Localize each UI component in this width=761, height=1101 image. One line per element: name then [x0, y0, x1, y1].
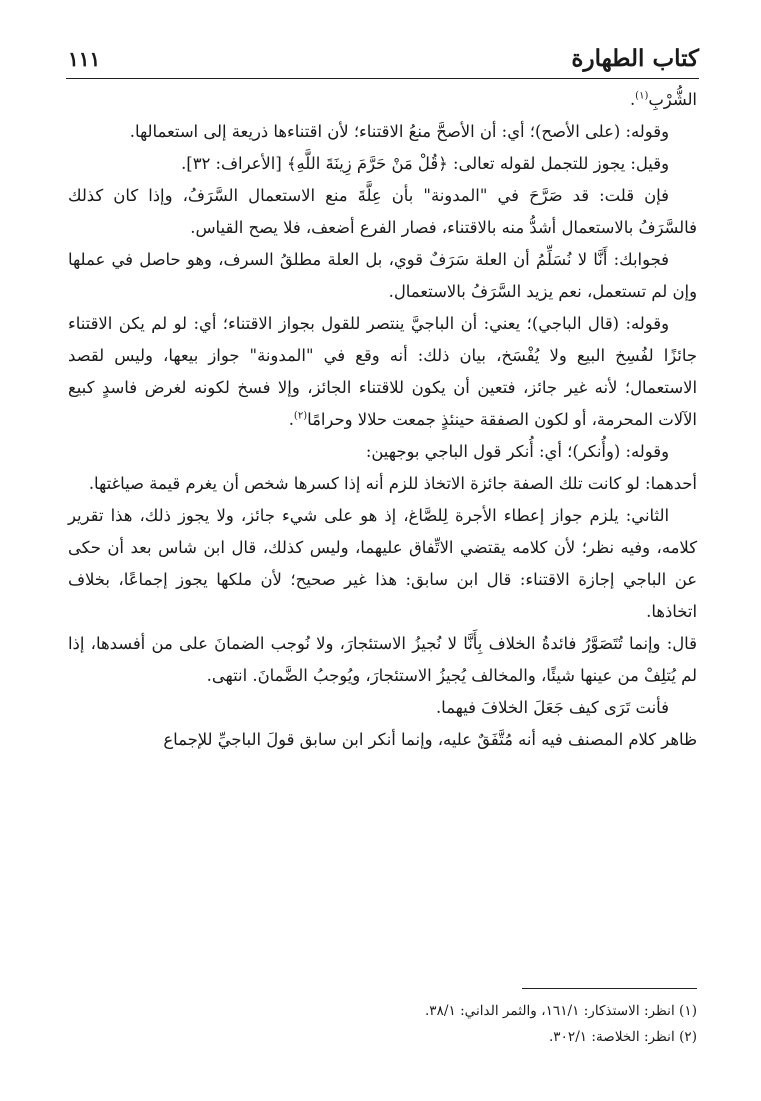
paragraph-10: قال: وإنما تُتَصَوَّرُ فائدةُ الخلاف بِأَنَّا لا نُجيزُ الاستئجارَ، ولا نُوجب الضمانَ على من أفسدها، إذا لم يُتلِفْ من عينها شيئًا، والمخالف يُجيزُ الاستئجارَ، ويُوجبُ الضَّمانَ. انتهى.	[68, 634, 697, 685]
paragraph-3: وقيل: يجوز للتجمل لقوله تعالى: ﴿قُلْ مَنْ حَرَّمَ زِينَةَ اللَّهِ﴾ [الأعراف: ٣٢].	[181, 154, 669, 173]
paragraph-5: فجوابك: أَنَّا لا نُسَلِّمُ أن العلة سَرَفٌ قوي، بل العلة مطلقُ السرف، وهو حاصل في عملها وإن لم تستعمل، نعم يزيد السَّرَفُ بالاستعمال.	[68, 250, 697, 301]
footnote-1: (١) انظر: الاستذكار: ١٦١/١، والثمر الداني: ٣٨/١.	[424, 1003, 697, 1019]
paragraph-text-end: .	[288, 410, 294, 429]
paragraph-9: الثاني: يلزم جواز إعطاء الأجرة لِلصَّاغ، إذ هو على شيء جائز، ولا يجوز ذلك، هذا تقرير كلامه، وفيه نظر؛ لأن كلامه يقتضي الاتِّفاق عليهما، وليس كذلك، قال ابن شاس بعد أن حكى عن الباجي إجازة الاقتناء: قال ابن سابق: هذا غير صحيح؛ لأن ملكها يجوز إجماعًا، بخلاف اتخاذها.	[68, 506, 697, 621]
footnote-2: (٢) انظر: الخلاصة: ٣٠٢/١.	[548, 1029, 697, 1045]
footnote-ref-2[interactable]: (٢)	[293, 410, 308, 422]
page-number: ١١١	[68, 47, 101, 71]
footnote-divider	[522, 988, 697, 989]
paragraph-text: الشُّرْبِ	[648, 90, 697, 109]
main-text	[68, 84, 697, 756]
paragraph-6	[68, 308, 697, 436]
paragraph-12: ظاهر كلام المصنف فيه أنه مُتَّفَقٌ عليه، وإنما أنكر ابن سابق قولَ الباجيِّ للإجماع	[163, 730, 697, 749]
paragraph-2: وقوله: (على الأصح)؛ أي: أن الأصحَّ منعُ الاقتناء؛ لأن اقتناءها ذريعة إلى استعمالها.	[129, 122, 669, 141]
book-title: كتاب الطهارة	[571, 45, 699, 72]
running-header	[66, 40, 699, 79]
paragraph-text-end: .	[629, 90, 636, 109]
paragraph-1	[68, 84, 697, 116]
paragraph-11: فأنت تَرَى كيف جَعَلَ الخلافَ فيهما.	[435, 698, 669, 717]
paragraph-7: وقوله: (وأُنكر)؛ أي: أُنكر قول الباجي بوجهين:	[365, 442, 669, 461]
paragraph-4: فإن قلت: قد صَرَّحَ في "المدونة" بأن عِلَّةَ منع الاستعمال السَّرَفُ، وإذا كان كذلك فالسَّرَفُ بالاستعمال أشدُّ منه بالاقتناء، فصار الفرع أضعف، فلا يصح القياس.	[68, 186, 697, 237]
footnotes	[68, 998, 697, 1050]
footnote-ref-1[interactable]: (١)	[635, 90, 649, 102]
paragraph-8: أحدهما: لو كانت تلك الصفة جائزة الاتخاذ للزم أنه إذا كسرها شخص أن يغرم قيمة صياغتها.	[88, 474, 697, 493]
paragraph-text: وقوله: (قال الباجي)؛ يعني: أن الباجيَّ ينتصر للقول بجواز الاقتناء؛ أي: لو لم يكن الاقتناء جائزًا لفُسِخ البيع ولا يُفْسَخ، بيان ذلك: أنه وقع في "المدونة" جواز بيعها، وليس لقصد الاستعمال؛ لأنه غير جائز، فتعين أن يكون للاقتناء الجائز، وإلا فسخ لكونه لغرض فاسدٍ كبيع الآلات المحرمة، أو لكون الصفقة حينئذٍ جمعت حلالا وحرامًا	[68, 314, 697, 429]
